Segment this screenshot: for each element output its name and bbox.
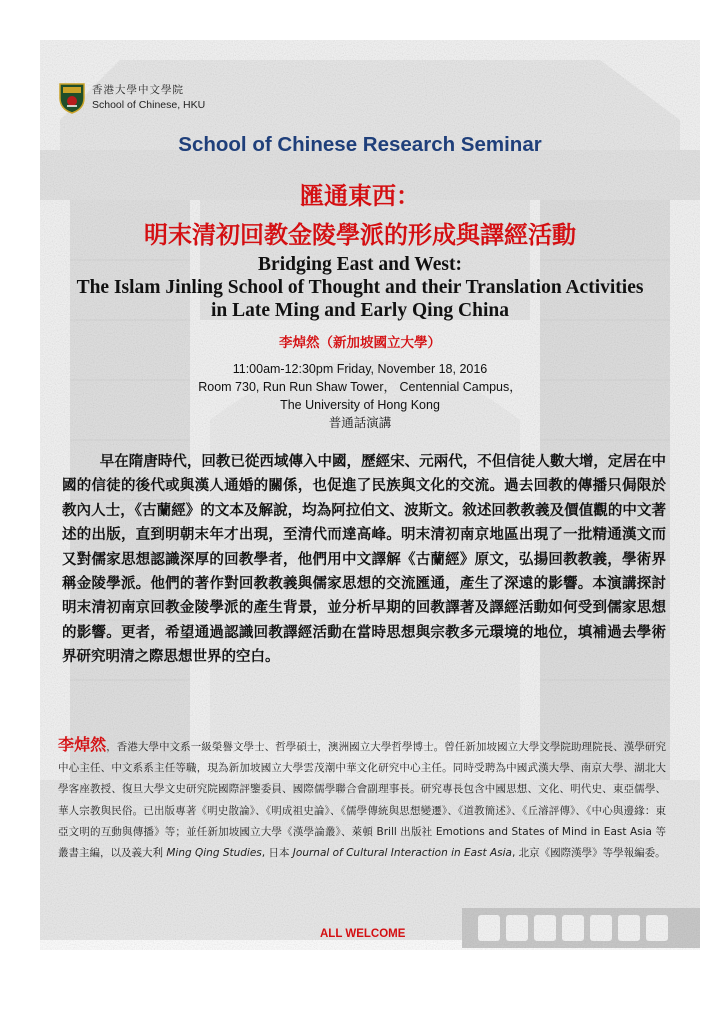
all-welcome-label: ALL WELCOME bbox=[320, 928, 406, 940]
title-en-line: Bridging East and West: bbox=[258, 254, 462, 275]
title-en-line: in Late Ming and Early Qing China bbox=[211, 300, 509, 321]
bio-journal-italic: Ming Qing Studies bbox=[166, 847, 262, 860]
seminar-series-title: School of Chinese Research Seminar bbox=[178, 133, 542, 156]
event-venue: Room 730, Run Run Shaw Tower， Centennial Campus， bbox=[198, 380, 522, 394]
bio-text: , 北京《國際漢學》等學報編委。 bbox=[511, 847, 666, 860]
event-time: 11:00am-12:30pm Friday, November 18, 2016 bbox=[232, 362, 488, 376]
bio-journal-italic: Journal of Cultural Interaction in East Asia bbox=[292, 847, 512, 860]
speaker-bio bbox=[58, 734, 666, 864]
speaker-name: 李焯然（新加坡國立大學） bbox=[279, 335, 441, 351]
event-language: 普通話演講 bbox=[328, 415, 392, 430]
bio-text: , 日本 bbox=[261, 847, 293, 860]
logo-name-zh: 香港大學中文學院 bbox=[92, 84, 184, 96]
hku-logo bbox=[58, 82, 205, 114]
title-en bbox=[0, 253, 720, 322]
hku-crest-icon bbox=[58, 82, 86, 114]
logo-name-en: School of Chinese, HKU bbox=[92, 99, 206, 111]
title-en-line: The Islam Jinling School of Thought and their Translation Activities bbox=[76, 277, 644, 298]
event-details bbox=[0, 360, 720, 432]
event-institution: The University of Hong Kong bbox=[280, 398, 440, 412]
title-zh-line2: 明末清初回教金陵學派的形成與譯經活動 bbox=[144, 221, 576, 249]
abstract-paragraph: 早在隋唐時代，回教已從西域傳入中國，歷經宋、元兩代，不但信徒人數大增，定居在中國的信徒的後代或與漢人通婚的關係，也促進了民族與文化的交流。過去回教的傳播只侷限於教內人士，《古蘭經》的文本及解說，均為阿拉伯文、波斯文。敘述回教教義及價值觀的中文著述的出版，直到明朝末年才出現，至清代而達高峰。明末清初南京地區出現了一批精通漢文而又對儒家思想認識深厚的回教學者，他們用中文譯解《古蘭經》原文，弘揚回教教義，學術界稱金陵學派。他們的著作對回教教義與儒家思想的交流匯通，產生了深遠的影響。本演講探討明末清初南京回教金陵學派的產生背景，並分析早期的回教譯著及譯經活動如何受到儒家思想的影響。更者，希望通過認識回教譯經活動在當時思想與宗教多元環境的地位，填補過去學術界研究明清之際思想世界的空白。 bbox=[62, 454, 666, 666]
bio-text: ，香港大學中文系一級榮譽文學士、哲學碩士，澳洲國立大學哲學博士。曾任新加坡國立大學文學院助理院長、漢學研究中心主任、中文系系主任等職，現為新加坡國立大學雲茂潮中華文化研究中心主任。同時受聘為中國武漢大學、南京大學、湖北大學客座教授、復旦大學文史研究院國際評鑒委員、國際儒學聯合會副理事長。研究專長包含中國思想、文化、明代史、東亞儒學、華人宗教與民俗。已出版專著《明史散論》、《明成祖史論》、《儒學傳統與思想變遷》、《道教簡述》、《丘濬評傳》、《中心與邊緣：東亞文明的互動與傳播》等；並任新加坡國立大學《漢學論叢》、萊頓 Brill 出版社 Emotions and States of Mind in East Asia 等叢書主編，以及義大利 bbox=[58, 741, 666, 860]
title-zh-line1: 匯通東西： bbox=[300, 182, 420, 210]
bio-name: 李焯然 bbox=[58, 735, 107, 754]
